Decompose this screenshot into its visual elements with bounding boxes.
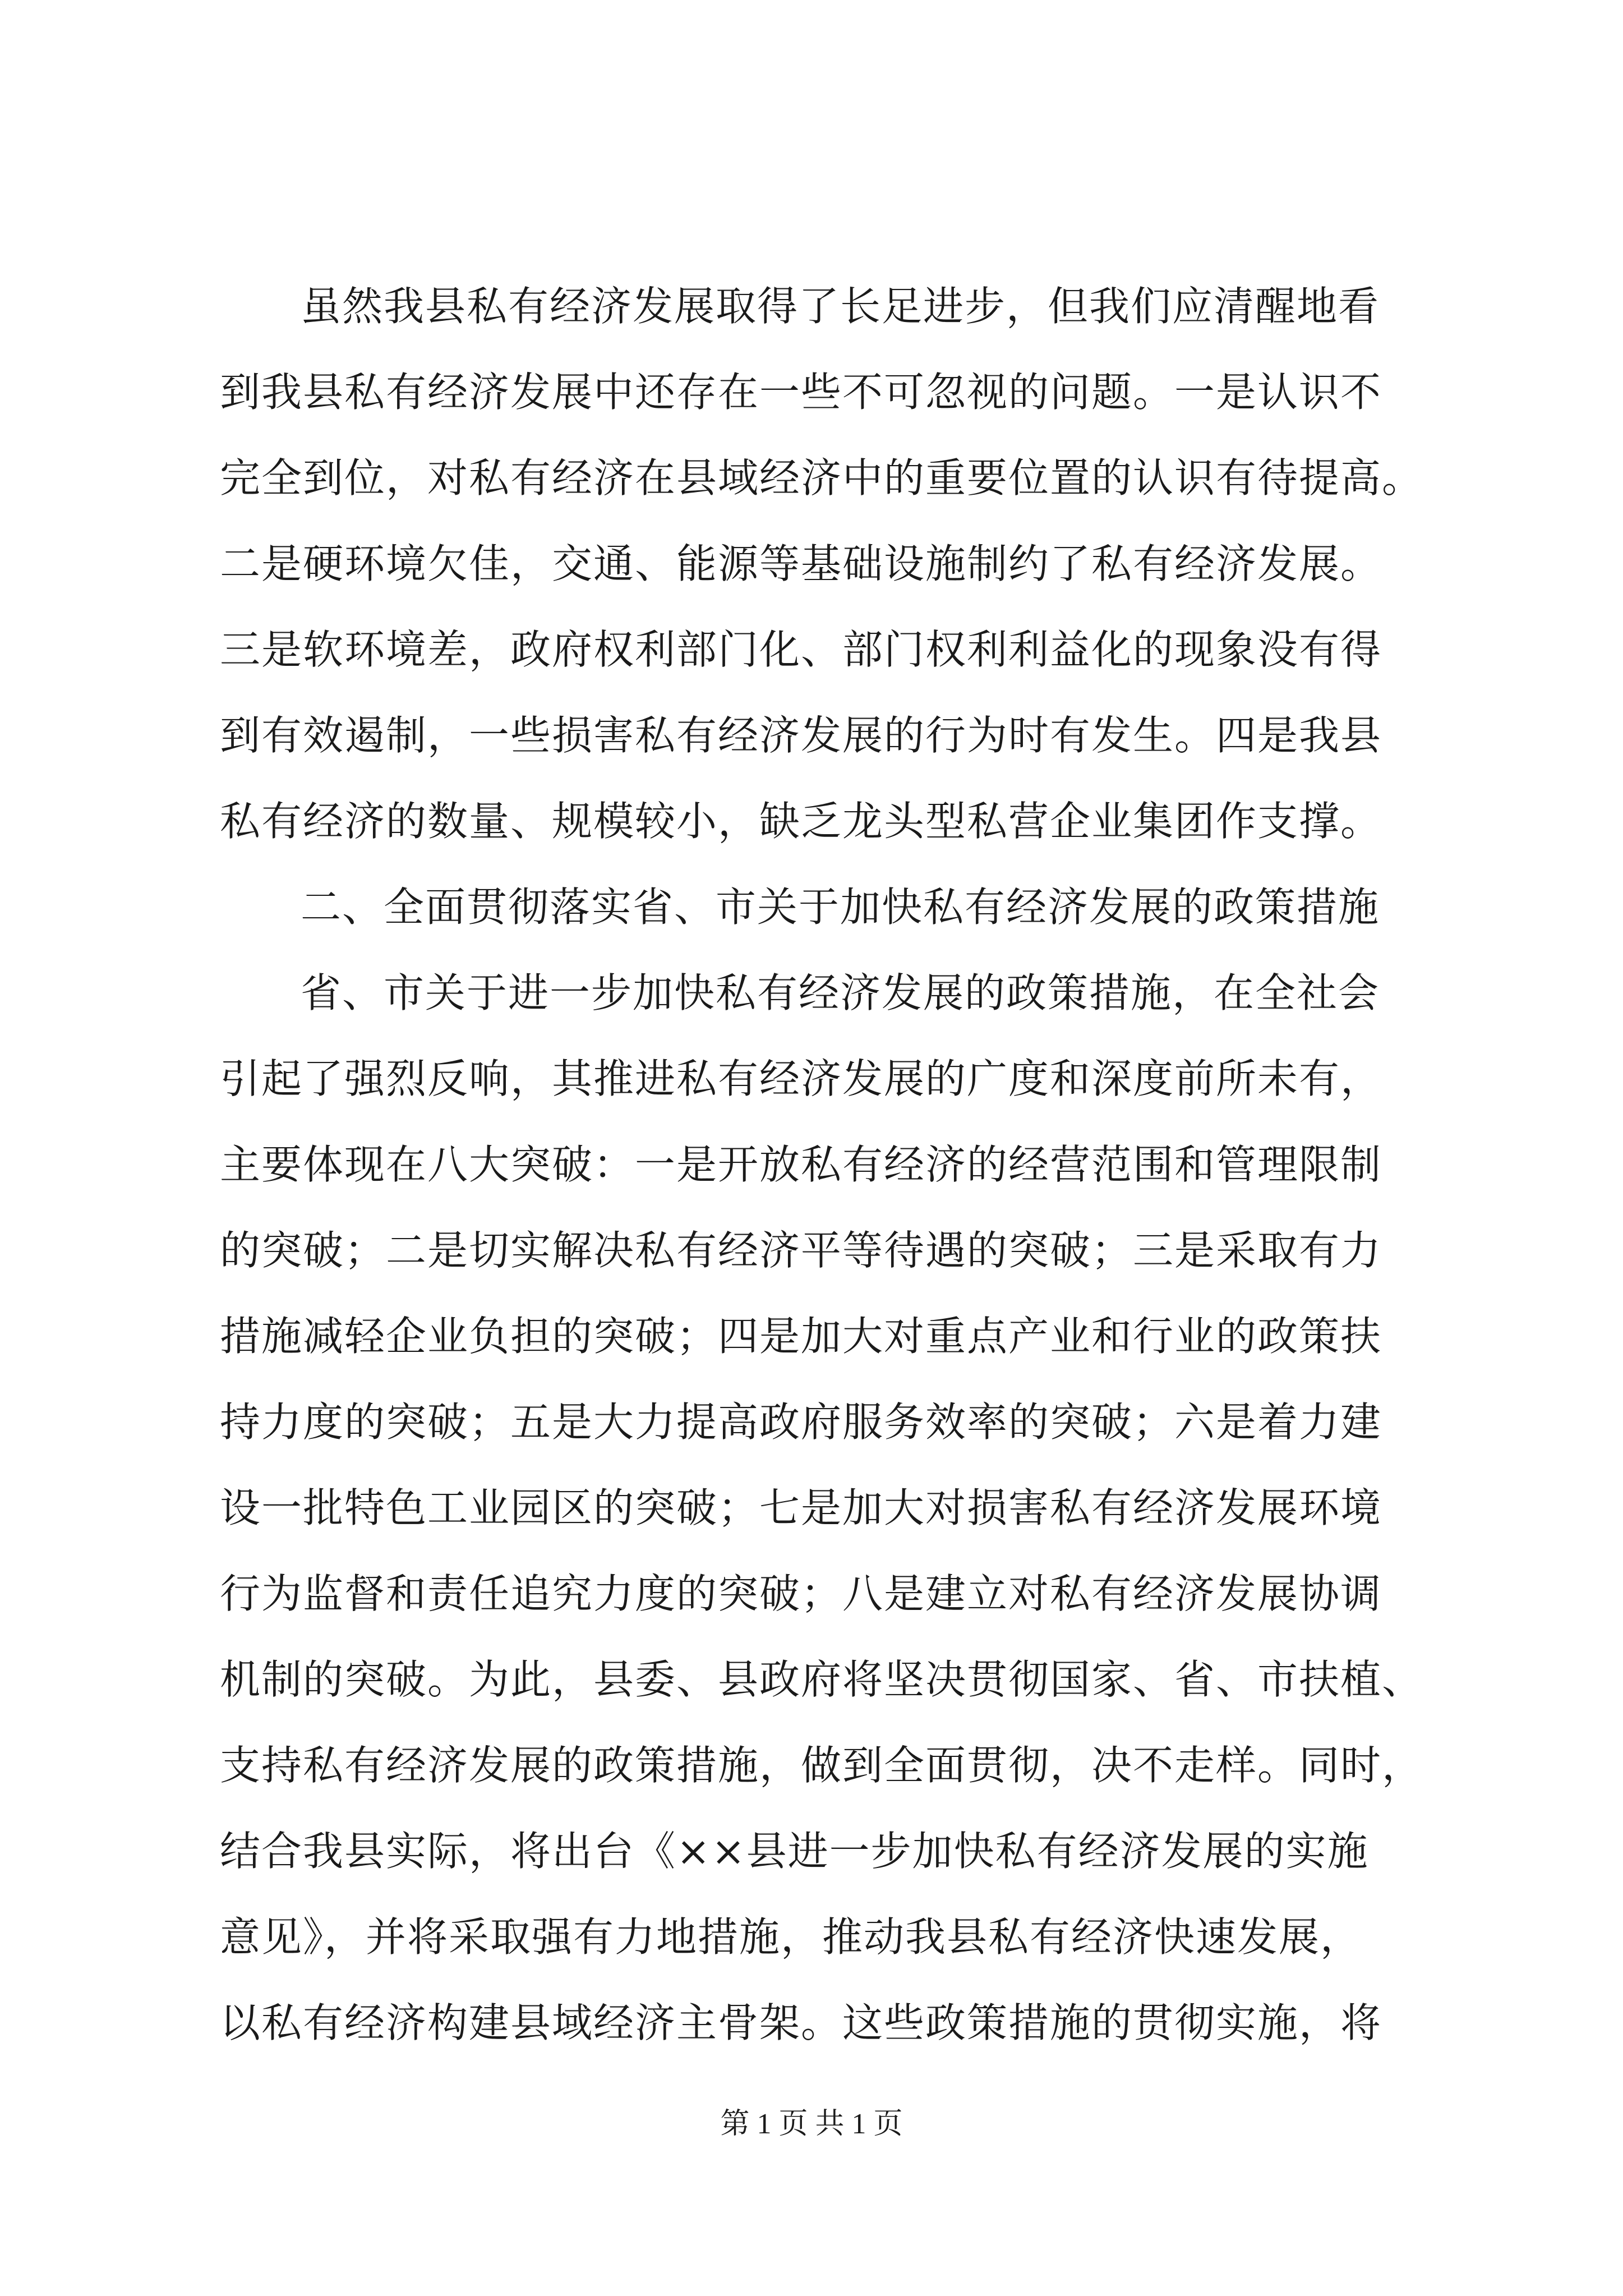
paragraph-line: 持力度的突破；五是大力提高政府服务效率的突破；六是着力建 [220, 1398, 1382, 1446]
paragraph-line: 支持私有经济发展的政策措施，做到全面贯彻，决不走样。同时， [220, 1742, 1424, 1789]
paragraph-line: 到有效遏制，一些损害私有经济发展的行为时有发生。四是我县 [220, 712, 1382, 759]
paragraph-line: 到我县私有经济发展中还存在一些不可忽视的问题。一是认识不 [220, 369, 1382, 416]
document-body [220, 264, 1426, 2066]
paragraph-line: 意见》，并将采取强有力地措施，推动我县私有经济快速发展， [220, 1913, 1362, 1961]
paragraph-line: 结合我县实际，将出台《××县进一步加快私有经济发展的实施 [220, 1828, 1369, 1875]
paragraph-line: 省、市关于进一步加快私有经济发展的政策措施，在全社会 [301, 969, 1380, 1016]
paragraph-line: 的突破；二是切实解决私有经济平等待遇的突破；三是采取有力 [220, 1227, 1382, 1274]
paragraph-line: 私有经济的数量、规模较小，缺乏龙头型私营企业集团作支撑。 [220, 798, 1382, 845]
paragraph-line: 二是硬环境欠佳，交通、能源等基础设施制约了私有经济发展。 [220, 540, 1382, 587]
paragraph-line: 三是软环境差，政府权利部门化、部门权利利益化的现象没有得 [220, 626, 1382, 673]
paragraph-line: 引起了强烈反响，其推进私有经济发展的广度和深度前所未有， [220, 1055, 1382, 1102]
page-footer: 第 1 页 共 1 页 [720, 2108, 903, 2140]
section-heading: 二、全面贯彻落实省、市关于加快私有经济发展的政策措施 [301, 884, 1380, 931]
paragraph-line: 设一批特色工业园区的突破；七是加大对损害私有经济发展环境 [220, 1484, 1382, 1531]
paragraph-line: 机制的突破。为此，县委、县政府将坚决贯彻国家、省、市扶植、 [220, 1656, 1424, 1703]
paragraph-line: 措施减轻企业负担的突破；四是加大对重点产业和行业的政策扶 [220, 1313, 1382, 1360]
paragraph-line: 以私有经济构建县域经济主骨架。这些政策措施的贯彻实施，将 [220, 1999, 1382, 2046]
paragraph-line: 完全到位，对私有经济在县域经济中的重要位置的认识有待提高。 [220, 454, 1424, 501]
paragraph-line: 行为监督和责任追究力度的突破；八是建立对私有经济发展协调 [220, 1570, 1382, 1617]
paragraph-line: 主要体现在八大突破：一是开放私有经济的经营范围和管理限制 [220, 1141, 1382, 1188]
paragraph-line: 虽然我县私有经济发展取得了长足进步，但我们应清醒地看 [301, 283, 1380, 330]
